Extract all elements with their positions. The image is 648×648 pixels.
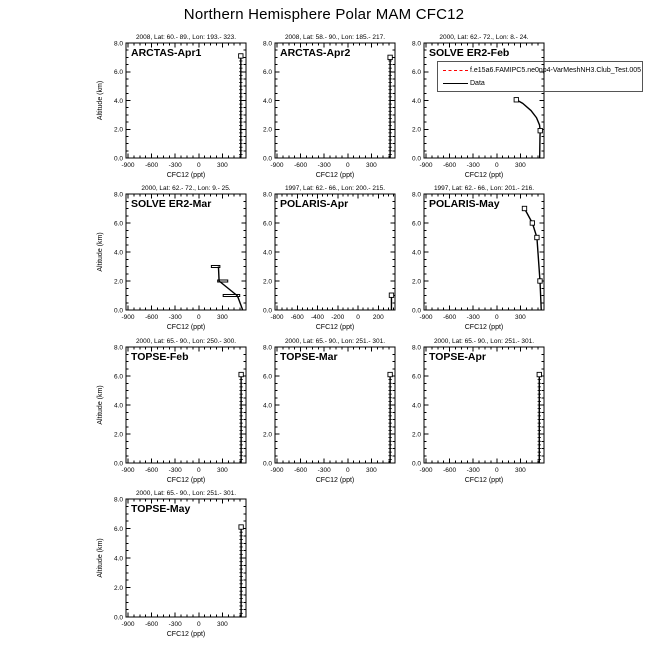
data-marker (388, 372, 392, 376)
x-tick-label: -300 (466, 162, 480, 169)
y-tick-label: 2.0 (113, 431, 123, 439)
y-tick-label: 4.0 (262, 249, 272, 257)
y-tick-label: 4.0 (113, 249, 123, 257)
axis-ticks (126, 347, 246, 463)
panel-caption: 2008, Lat: 58.- 90., Lon: 185.- 217. (284, 34, 386, 41)
y-tick-label: 6.0 (113, 373, 123, 381)
y-tick-label: 8.0 (113, 344, 123, 352)
x-axis-label: CFC12 (ppt) (166, 477, 206, 484)
y-tick-label: 4.0 (411, 402, 421, 410)
y-tick-label: 8.0 (113, 191, 123, 199)
axis-ticks (275, 194, 395, 310)
y-tick-label: 6.0 (262, 373, 272, 381)
x-tick-label: 300 (514, 467, 526, 474)
panel-caption: 2000, Lat: 65.- 90., Lon: 250.- 300. (135, 338, 237, 345)
x-tick-label: 300 (365, 162, 377, 169)
y-tick-label: 4.0 (262, 97, 272, 105)
panel-caption: 2000, Lat: 65.- 90., Lon: 251.- 301. (433, 338, 535, 345)
x-axis-label: CFC12 (ppt) (166, 631, 206, 638)
data-marker (388, 55, 392, 59)
panel-title: TOPSE-Apr (429, 351, 486, 363)
x-tick-label: -600 (443, 467, 457, 474)
y-tick-label: 8.0 (262, 344, 272, 352)
y-tick-label: 2.0 (113, 126, 123, 134)
x-axis-label: CFC12 (ppt) (464, 477, 504, 484)
y-tick-label: 8.0 (262, 40, 272, 48)
y-tick-label: 2.0 (262, 431, 272, 439)
y-tick-label: 0.0 (113, 155, 123, 163)
data-marker (530, 221, 534, 225)
panel-title: POLARIS-May (429, 198, 500, 210)
panel-title: ARCTAS-Apr2 (280, 47, 351, 59)
data-marker (239, 372, 243, 376)
data-solid-line-sample (443, 83, 468, 84)
data-marker (538, 128, 542, 132)
x-tick-label: 300 (365, 467, 377, 474)
y-axis-label: Altitude (km) (97, 385, 104, 425)
panel-polaris-apr (263, 185, 395, 331)
x-tick-label: 0 (494, 314, 499, 321)
x-tick-label: -300 (466, 467, 480, 474)
legend-entry-model (443, 64, 642, 77)
x-tick-label: -300 (317, 467, 331, 474)
y-tick-label: 6.0 (262, 220, 272, 228)
x-tick-label: 0 (494, 467, 499, 474)
y-tick-label: 8.0 (262, 191, 272, 199)
y-tick-label: 4.0 (113, 97, 123, 105)
y-tick-label: 0.0 (262, 155, 272, 163)
x-tick-label: -600 (145, 621, 159, 628)
x-tick-label: -900 (121, 467, 135, 474)
data-marker (537, 372, 541, 376)
panel-title: TOPSE-Mar (280, 351, 338, 363)
x-axis-label: CFC12 (ppt) (464, 324, 504, 331)
chart-title: Northern Hemisphere Polar MAM CFC12 (183, 6, 465, 23)
data-marker (535, 235, 539, 239)
y-tick-label: 8.0 (411, 344, 421, 352)
panel-caption: 2008, Lat: 60.- 89., Lon: 193.- 323. (135, 34, 237, 41)
x-tick-label: 0 (356, 314, 360, 321)
y-tick-label: 4.0 (262, 402, 272, 410)
x-axis-label: CFC12 (ppt) (464, 172, 504, 179)
axis-ticks (424, 347, 544, 463)
y-tick-label: 2.0 (113, 278, 123, 286)
x-tick-label: -600 (443, 314, 457, 321)
x-tick-label: -300 (317, 162, 331, 169)
axis-ticks (275, 347, 395, 463)
data-marker (514, 98, 518, 102)
panel-caption: 2000, Lat: 62.- 72., Lon: 8.- 24. (439, 34, 529, 41)
panel-arctas-apr2 (263, 34, 395, 179)
x-tick-label: 0 (196, 621, 201, 628)
x-tick-label: -300 (168, 162, 182, 169)
x-tick-label: -900 (419, 467, 433, 474)
y-tick-label: 0.0 (411, 155, 421, 163)
plot-frame (275, 43, 395, 158)
x-tick-label: 0 (345, 162, 350, 169)
y-tick-label: 0.0 (113, 307, 123, 315)
x-tick-label: -600 (145, 467, 159, 474)
x-tick-label: -600 (443, 162, 457, 169)
y-tick-label: 6.0 (113, 220, 123, 228)
panel-topse-feb (97, 338, 246, 484)
y-axis-label: Altitude (km) (97, 80, 104, 121)
x-tick-label: 300 (216, 467, 228, 474)
data-marker (538, 279, 542, 283)
panel-caption: 2000, Lat: 62.- 72., Lon: 9.- 25. (141, 185, 231, 192)
x-axis-label: CFC12 (ppt) (166, 324, 206, 331)
y-tick-label: 0.0 (262, 307, 272, 315)
y-tick-label: 0.0 (411, 460, 421, 468)
plot-frame (424, 347, 544, 463)
axis-ticks (126, 43, 246, 158)
x-tick-label: -300 (168, 621, 182, 628)
panel-caption: 1997, Lat: 62.- 66., Lon: 200.- 215. (284, 185, 386, 192)
x-tick-label: -900 (419, 314, 433, 321)
y-tick-label: 0.0 (262, 460, 272, 468)
y-tick-label: 0.0 (113, 614, 123, 622)
x-tick-label: -600 (145, 162, 159, 169)
x-tick-label: 0 (196, 314, 201, 321)
x-tick-label: 300 (216, 162, 228, 169)
legend-model-label: f.e15a6.FAMIPC5.ne0np4-VarMeshNH3.Club_Test.005 (470, 67, 642, 74)
y-tick-label: 2.0 (411, 126, 421, 134)
x-axis-label: CFC12 (ppt) (315, 477, 355, 484)
data-marker (389, 293, 393, 297)
error-ticks (388, 61, 391, 154)
x-tick-label: -600 (294, 162, 308, 169)
plot-frame (275, 347, 395, 463)
y-tick-label: 8.0 (113, 496, 123, 504)
x-tick-label: 300 (216, 621, 228, 628)
panel-title: TOPSE-Feb (131, 351, 189, 363)
x-tick-label: 300 (514, 314, 526, 321)
x-tick-label: 300 (216, 314, 228, 321)
y-tick-label: 2.0 (411, 278, 421, 286)
panel-arctas-apr1 (97, 34, 246, 179)
x-tick-label: -900 (419, 162, 433, 169)
x-axis-label: CFC12 (ppt) (166, 172, 206, 179)
panel-polaris-may (412, 185, 544, 331)
axis-ticks (126, 499, 246, 617)
x-tick-label: -300 (168, 467, 182, 474)
x-tick-label: -900 (121, 162, 135, 169)
y-tick-label: 0.0 (411, 307, 421, 315)
x-axis-label: CFC12 (ppt) (315, 172, 355, 179)
y-tick-label: 6.0 (262, 69, 272, 77)
y-tick-label: 8.0 (113, 40, 123, 48)
data-marker (239, 54, 243, 58)
panel-title: ARCTAS-Apr1 (131, 47, 202, 59)
panel-solve-er2-mar (97, 185, 246, 331)
y-tick-label: 0.0 (113, 460, 123, 468)
x-tick-label: -300 (168, 314, 182, 321)
panel-topse-apr (412, 338, 544, 484)
y-axis-label: Altitude (km) (97, 538, 104, 578)
x-axis-label: CFC12 (ppt) (315, 324, 355, 331)
x-tick-label: -900 (121, 314, 135, 321)
y-tick-label: 4.0 (113, 555, 123, 563)
data-line (516, 100, 540, 158)
plot-frame (126, 43, 246, 158)
plot-frame (126, 499, 246, 617)
x-tick-label: -600 (294, 467, 308, 474)
axis-ticks (126, 194, 246, 310)
x-tick-label: 200 (372, 314, 384, 321)
x-tick-label: 0 (494, 162, 499, 169)
plot-frame (126, 347, 246, 463)
y-tick-label: 6.0 (113, 525, 123, 533)
x-tick-label: -600 (290, 314, 304, 321)
y-tick-label: 2.0 (113, 584, 123, 592)
y-tick-label: 8.0 (411, 191, 421, 199)
x-tick-label: 0 (345, 467, 350, 474)
y-tick-label: 4.0 (411, 97, 421, 105)
y-tick-label: 8.0 (411, 40, 421, 48)
model-dashed-line-sample (443, 70, 468, 71)
plot-frame (126, 194, 246, 310)
axis-ticks (275, 43, 395, 158)
y-tick-label: 4.0 (113, 402, 123, 410)
x-tick-label: 0 (196, 162, 201, 169)
plot-frame (275, 194, 395, 310)
legend-entry-data (443, 77, 642, 90)
data-line (218, 267, 242, 311)
panel-caption: 2000, Lat: 65.- 90., Lon: 251.- 301. (284, 338, 386, 345)
y-tick-label: 6.0 (411, 220, 421, 228)
y-tick-label: 2.0 (262, 126, 272, 134)
y-tick-label: 6.0 (411, 373, 421, 381)
panel-title: TOPSE-May (131, 503, 191, 515)
y-tick-label: 2.0 (411, 431, 421, 439)
x-tick-label: -400 (311, 314, 325, 321)
panel-title: SOLVE ER2-Feb (429, 47, 510, 59)
x-tick-label: 0 (196, 467, 201, 474)
panel-caption: 2000, Lat: 65.- 90., Lon: 251.- 301. (135, 490, 237, 497)
x-tick-label: -900 (121, 621, 135, 628)
panel-solve-er2-feb (412, 34, 544, 179)
x-tick-label: -900 (270, 467, 284, 474)
panel-title: SOLVE ER2-Mar (131, 198, 212, 210)
y-tick-label: 6.0 (411, 69, 421, 77)
x-tick-label: -800 (270, 314, 284, 321)
y-tick-label: 6.0 (113, 69, 123, 77)
y-tick-label: 4.0 (411, 249, 421, 257)
y-axis-label: Altitude (km) (97, 232, 104, 272)
x-tick-label: -200 (331, 314, 345, 321)
x-tick-label: 300 (514, 162, 526, 169)
x-tick-label: -600 (145, 314, 159, 321)
panel-topse-mar (263, 338, 395, 484)
legend-data-label: Data (470, 80, 485, 87)
legend (437, 61, 643, 92)
x-tick-label: -900 (270, 162, 284, 169)
panel-title: POLARIS-Apr (280, 198, 349, 210)
x-tick-label: -300 (466, 314, 480, 321)
panel-caption: 1997, Lat: 62.- 66., Lon: 201.- 216. (433, 185, 535, 192)
y-tick-label: 2.0 (262, 278, 272, 286)
data-marker (239, 525, 243, 529)
panel-topse-may (97, 490, 246, 638)
data-marker (522, 206, 526, 210)
